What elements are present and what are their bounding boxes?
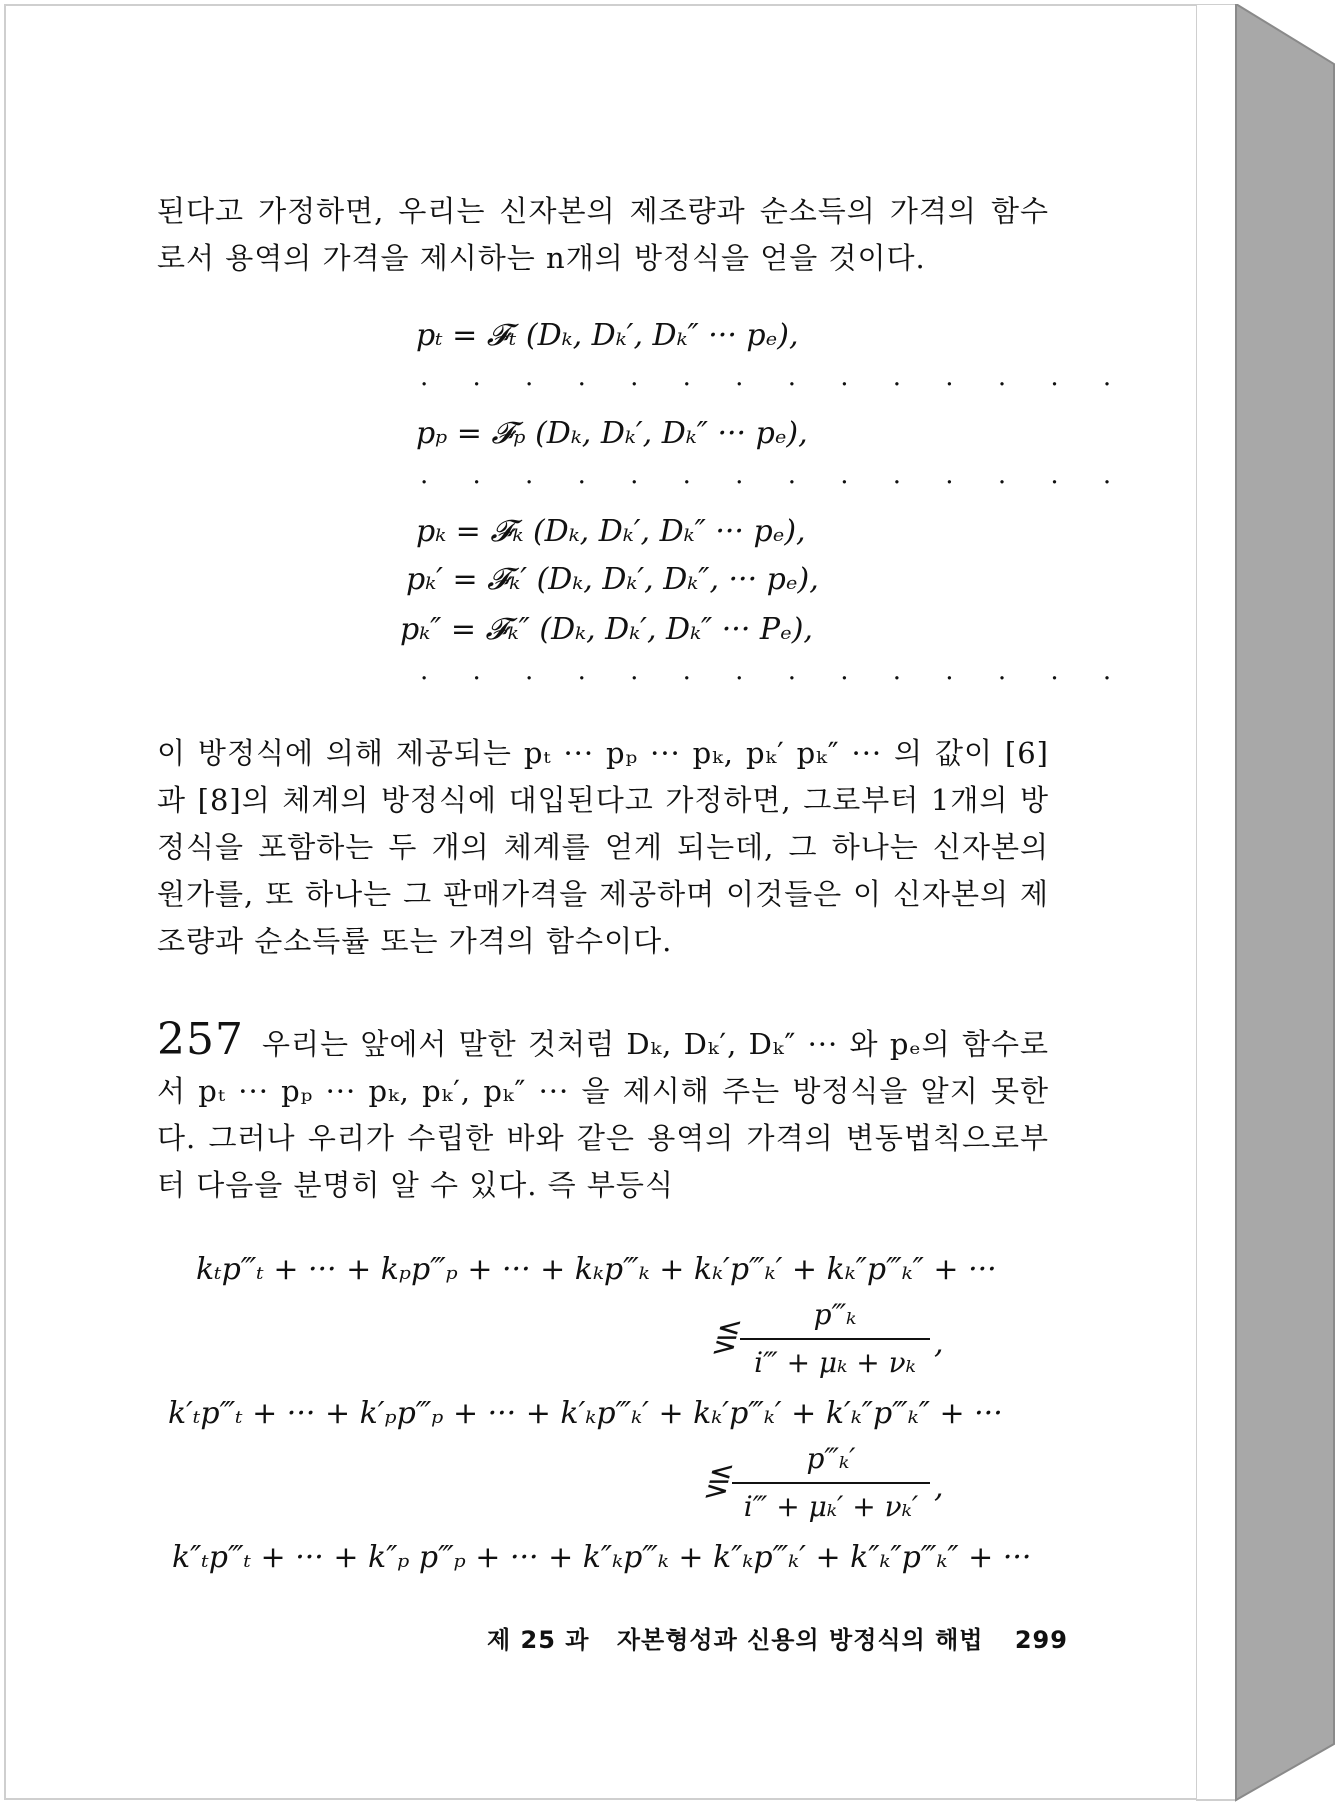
equation-p-p: pₚ = 𝓕ₚ (Dₖ, Dₖ′, Dₖ″ ··· pₑ), [416,416,808,451]
page-footer [487,1620,1068,1655]
paragraph-intro-text: 된다고 가정하면, 우리는 신자본의 제조량과 순소득의 가격의 함수로서 용역의 가격을 제시하는 n개의 방정식을 얻을 것이다. [157,194,1049,275]
inequality-1-denominator: i‴ + μₖ + νₖ [754,1346,916,1379]
paragraph-substitution [157,730,1049,965]
equation-p-k-prime: pₖ′ = 𝓕ₖ′ (Dₖ, Dₖ′, Dₖ″, ··· pₑ), [406,562,819,597]
equation-p-t: pₜ = 𝓕ₜ (Dₖ, Dₖ′, Dₖ″ ··· pₑ), [416,318,799,353]
section-number: 257 [157,1014,244,1065]
paragraph-section-257 [157,1016,1049,1209]
ellipsis-row-2: . . . . . . . . . . . . . . [420,460,1130,490]
paragraph-section-257-text: 우리는 앞에서 말한 것처럼 Dₖ, Dₖ′, Dₖ″ ··· 와 pₑ의 함수로서 pₜ ··· pₚ ··· pₖ, pₖ′, pₖ″ ··· 을 제시해 주는 방정식을 알지 못한다. 그러나 우리가 수립한 바와 같은 용역의 가격의 변동법칙으로부터 다음을 분명히 알 수 있다. 즉 부등식 [157,1027,1049,1202]
paragraph-intro [157,188,1049,282]
inequality-3-lhs: k″ₜp‴ₜ + ··· + k″ₚ p‴ₚ + ··· + k″ₖp‴ₖ + k″ₖp‴ₖ′ + k″ₖ″p‴ₖ″ + ··· [172,1540,1032,1575]
equation-p-k-double-prime: pₖ″ = 𝓕ₖ″ (Dₖ, Dₖ′, Dₖ″ ··· Pₑ), [400,612,813,647]
footer-title: 자본형성과 신용의 방정식의 해법 [616,1626,984,1654]
ellipsis-row-3: . . . . . . . . . . . . . . [420,656,1130,686]
book-edge [1196,4,1338,1804]
inequality-1-relation: ⋚ [712,1320,738,1355]
inequality-2-comma: , [934,1470,944,1505]
paragraph-substitution-text: 이 방정식에 의해 제공되는 pₜ ··· pₚ ··· pₖ, pₖ′ pₖ″ ··· 의 값이 [6]과 [8]의 체계의 방정식에 대입된다고 가정하면, 그로부터 1개의 방정식을 포함하는 두 개의 체계를 얻게 되는데, 그 하나는 신자본의 원가를, 또 하나는 그 판매가격을 제공하며 이것들은 이 신자본의 제조량과 순소득률 또는 가격의 함수이다. [157,736,1049,958]
inequality-1-fraction-bar [740,1338,930,1340]
inequality-2-relation: ⋚ [704,1464,730,1499]
inequality-2-denominator: i‴ + μₖ′ + νₖ′ [743,1490,919,1523]
equation-p-k: pₖ = 𝓕ₖ (Dₖ, Dₖ′, Dₖ″ ··· pₑ), [416,514,806,549]
inequality-1-comma: , [934,1326,944,1361]
inequality-2-fraction-bar [732,1482,930,1484]
ellipsis-row-1: . . . . . . . . . . . . . . [420,362,1130,392]
footer-chapter: 제 25 과 [487,1626,590,1654]
inequality-2-lhs: k′ₜp‴ₜ + ··· + k′ₚp‴ₚ + ··· + k′ₖp‴ₖ′ + kₖ′p‴ₖ′ + k′ₖ″p‴ₖ″ + ··· [168,1396,1003,1431]
inequality-2-numerator: p‴ₖ′ [806,1442,856,1475]
inequality-1-lhs: kₜp‴ₜ + ··· + kₚp‴ₚ + ··· + kₖp‴ₖ + kₖ′p‴ₖ′ + kₖ″p‴ₖ″ + ··· [196,1252,997,1287]
inequality-1-numerator: p‴ₖ [813,1298,857,1331]
page-number: 299 [1014,1626,1068,1654]
